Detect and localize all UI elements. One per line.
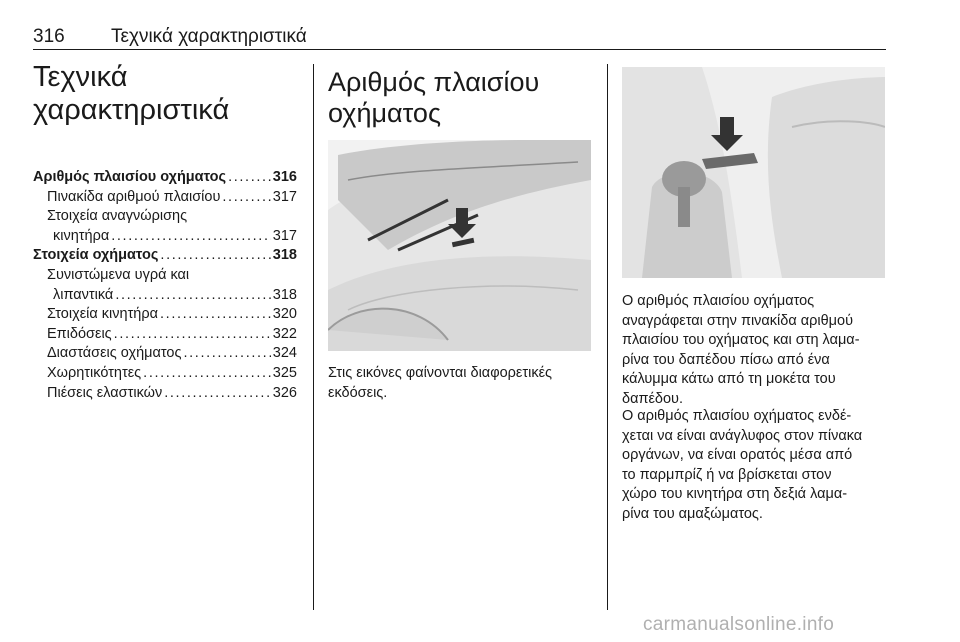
- toc-leader: [183, 344, 270, 364]
- toc-entry-vehicle-data[interactable]: [33, 246, 297, 266]
- page-number: 316: [33, 26, 65, 47]
- toc-page: 316: [272, 169, 297, 185]
- figure-caption: [328, 364, 598, 403]
- floor-vin-drawing: [622, 67, 885, 278]
- toc-page: 324: [272, 345, 297, 362]
- toc-entry-engine-id-line-1[interactable]: Στοιχεία αναγνώρισης: [47, 208, 188, 225]
- toc-label: Επιδόσεις: [47, 325, 112, 342]
- toc-label: Διαστάσεις οχήματος: [47, 345, 182, 362]
- toc-label: Χωρητικότητες: [47, 364, 142, 381]
- para1-line-5: κάλυμμα κάτω από τη μοκέτα του: [622, 371, 836, 388]
- floor-vin-illustration: [622, 67, 885, 278]
- para2-line-2: χεται να είναι ανάγλυφος στον πίνακα: [622, 427, 863, 444]
- toc-entry-vin[interactable]: [33, 168, 297, 188]
- toc-label: Πινακίδα αριθμού πλαισίου: [47, 188, 221, 205]
- para2-line-1: Ο αριθμός πλαισίου οχήματος ενδέ-: [622, 408, 852, 424]
- para1-line-3: πλαισίου του οχήματος και στη λαμα-: [622, 332, 860, 349]
- header-rule: [33, 49, 886, 50]
- toc-label: κινητήρα: [53, 227, 110, 244]
- running-header-title: Τεχνικά χαρακτηριστικά: [111, 26, 307, 47]
- section-title: [328, 67, 539, 129]
- watermark: carmanualsonline.info: [643, 614, 835, 635]
- toc-page: 325: [272, 364, 297, 381]
- caption-line-1: Στις εικόνες φαίνονται διαφορετικές: [328, 365, 553, 381]
- para2-line-3: οργάνων, να είναι ορατός μέσα από: [622, 447, 853, 464]
- toc-label: Πιέσεις ελαστικών: [47, 384, 163, 401]
- paragraph-vin-alternatives: [622, 407, 897, 525]
- toc-page: 317: [272, 188, 297, 205]
- caption-line-2: εκδόσεις.: [328, 384, 388, 401]
- toc-entry-capacities[interactable]: [33, 364, 297, 384]
- windscreen-vin-illustration: [328, 140, 591, 351]
- toc-label: Στοιχεία κινητήρα: [47, 306, 158, 323]
- chapter-title-line-1: Τεχνικά: [33, 61, 128, 93]
- chapter-title: [33, 61, 229, 127]
- toc-entry-dimensions[interactable]: [33, 344, 297, 364]
- para2-line-6: ρίνα του αμαξώματος.: [622, 505, 763, 522]
- toc-page: 317: [272, 227, 297, 244]
- column-divider-left: [313, 64, 314, 610]
- toc-leader: [143, 364, 271, 384]
- toc-leader: [111, 227, 271, 247]
- toc-entry-engine-id[interactable]: [33, 227, 297, 247]
- toc-leader: [115, 286, 270, 306]
- toc-page: 326: [272, 384, 297, 401]
- toc-page: 322: [272, 325, 297, 342]
- column-divider-right: [607, 64, 608, 610]
- toc-leader: [222, 188, 270, 208]
- para1-line-6: δαπέδου.: [622, 390, 684, 407]
- toc-entry-engine-data[interactable]: [33, 305, 297, 325]
- toc-label: λιπαντικά: [53, 286, 114, 303]
- toc-page: 318: [272, 286, 297, 303]
- toc-leader: [160, 246, 270, 266]
- toc-leader: [114, 325, 271, 345]
- windscreen-vin-drawing: [328, 140, 591, 351]
- section-title-line-2: οχήματος: [328, 98, 441, 128]
- toc-entry-tyre-pressures[interactable]: [33, 384, 297, 404]
- section-title-line-1: Αριθμός πλαισίου: [328, 67, 540, 97]
- toc-page: 320: [272, 306, 297, 323]
- para1-line-1: Ο αριθμός πλαισίου οχήματος: [622, 293, 815, 309]
- toc-entry-vin-plate[interactable]: [33, 188, 297, 208]
- toc-label: Στοιχεία οχήματος: [33, 247, 159, 264]
- para2-line-4: το παρμπρίζ ή να βρίσκεται στον: [622, 466, 832, 483]
- toc-entry-fluids-line-1[interactable]: Συνιστώμενα υγρά και: [47, 266, 190, 283]
- toc-entry-fluids[interactable]: [33, 286, 297, 306]
- para2-line-5: χώρο του κινητήρα στη δεξιά λαμα-: [622, 486, 848, 503]
- toc-leader: [160, 305, 271, 325]
- toc-leader: [228, 168, 271, 188]
- chapter-title-line-2: χαρακτηριστικά: [33, 94, 230, 126]
- toc-label: Αριθμός πλαισίου οχήματος: [33, 169, 227, 185]
- toc-leader: [164, 384, 271, 404]
- paragraph-vin-location: [622, 292, 897, 410]
- table-of-contents: [33, 168, 297, 403]
- toc-page: 318: [272, 247, 297, 264]
- toc-entry-performance[interactable]: [33, 325, 297, 345]
- para1-line-4: ρίνα του δαπέδου πίσω από ένα: [622, 351, 830, 368]
- page-header: [33, 24, 886, 52]
- para1-line-2: αναγράφεται στην πινακίδα αριθμού: [622, 312, 854, 329]
